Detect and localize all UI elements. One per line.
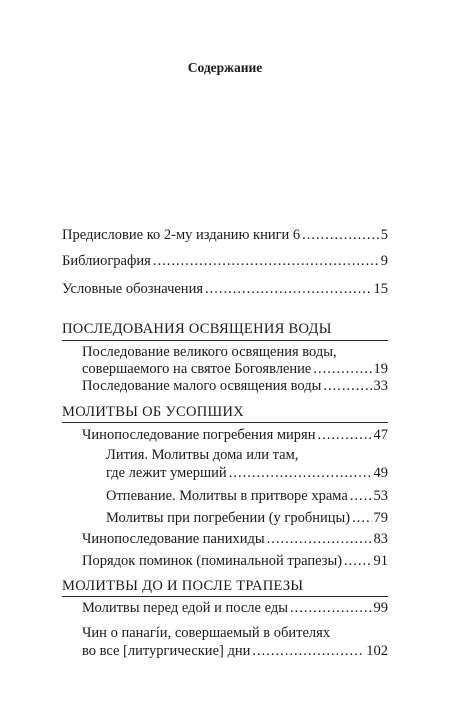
toc-entry-page: 99 <box>373 600 388 616</box>
leader-dots <box>344 552 371 570</box>
toc-entry[interactable] <box>82 642 388 660</box>
leader-dots <box>313 360 371 378</box>
leader-dots <box>252 642 364 660</box>
leader-dots <box>267 530 372 548</box>
toc-entry-title: Условные обозначения <box>62 281 203 297</box>
toc-entry[interactable] <box>106 487 388 505</box>
toc-entry-title-line1: Последование великого освящения воды, <box>82 344 337 360</box>
leader-dots <box>350 487 372 505</box>
toc-entry-page: 9 <box>380 253 388 269</box>
leader-dots <box>229 464 372 482</box>
toc-entry-page: 19 <box>373 361 388 377</box>
toc-entry-page: 102 <box>366 643 388 659</box>
toc-entry-title: Библиография <box>62 253 151 269</box>
toc-entry[interactable] <box>82 552 388 570</box>
section-heading: МОЛИТВЫ ДО И ПОСЛЕ ТРАПЕЗЫ <box>62 578 304 594</box>
toc-entry-page: 47 <box>373 427 388 443</box>
toc-entry-page: 33 <box>373 378 388 394</box>
toc-entry-page: 79 <box>373 510 388 526</box>
toc-entry[interactable] <box>82 377 388 395</box>
toc-entry[interactable] <box>82 360 388 378</box>
toc-entry[interactable] <box>82 530 388 548</box>
leader-dots <box>290 599 372 617</box>
toc-entry-title: Отпевание. Молитвы в притворе храма <box>106 488 348 504</box>
toc-entry[interactable] <box>62 280 388 298</box>
toc-entry-page: 15 <box>373 281 388 297</box>
toc-entry-title-line1: Чин о панагíи, совершаемый в обителях <box>82 625 331 641</box>
page-heading: Содержание <box>187 60 263 75</box>
toc-entry[interactable] <box>82 599 388 617</box>
section-divider <box>62 596 388 597</box>
leader-dots <box>317 426 371 444</box>
leader-dots <box>302 226 379 244</box>
toc-entry-page: 49 <box>373 465 388 481</box>
toc-entry-title: где лежит умерший <box>106 465 227 481</box>
toc-entry-title-line1: Лития. Молитвы дома или там, <box>106 447 299 463</box>
leader-dots <box>352 509 371 527</box>
toc-entry-page: 83 <box>373 531 388 547</box>
toc-entry[interactable] <box>106 464 388 482</box>
toc-entry-title: совершаемого на святое Богоявление <box>82 361 312 377</box>
toc-entry[interactable] <box>82 426 388 444</box>
toc-entry-title: Чинопоследование панихиды <box>82 531 265 547</box>
toc-entry-title: Молитвы перед едой и после еды <box>82 600 288 616</box>
toc-entry[interactable] <box>62 252 388 270</box>
toc-entry-title: Порядок поминок (поминальной трапезы) <box>82 553 343 569</box>
toc-entry-page: 91 <box>373 553 388 569</box>
leader-dots <box>323 377 371 395</box>
toc-entry-title: Чинопоследование погребения мирян <box>82 427 316 443</box>
toc-entry-title: Молитвы при погребении (у гробницы) <box>106 510 351 526</box>
toc-entry-title: во все [литургические] дни <box>82 643 251 659</box>
section-heading: ПОСЛЕДОВАНИЯ ОСВЯЩЕНИЯ ВОДЫ <box>62 321 332 337</box>
toc-entry[interactable] <box>62 226 388 244</box>
toc-entry-title: Предисловие ко 2-му изданию книги 6 <box>62 227 301 243</box>
section-heading: МОЛИТВЫ ОБ УСОПШИХ <box>62 404 245 420</box>
section-divider <box>62 422 388 423</box>
leader-dots <box>205 280 372 298</box>
section-divider <box>62 340 388 341</box>
toc-entry-page: 53 <box>373 488 388 504</box>
toc-entry-title: Последование малого освящения воды <box>82 378 322 394</box>
leader-dots <box>153 252 379 270</box>
toc-entry[interactable] <box>106 509 388 527</box>
toc-entry-page: 5 <box>380 227 388 243</box>
